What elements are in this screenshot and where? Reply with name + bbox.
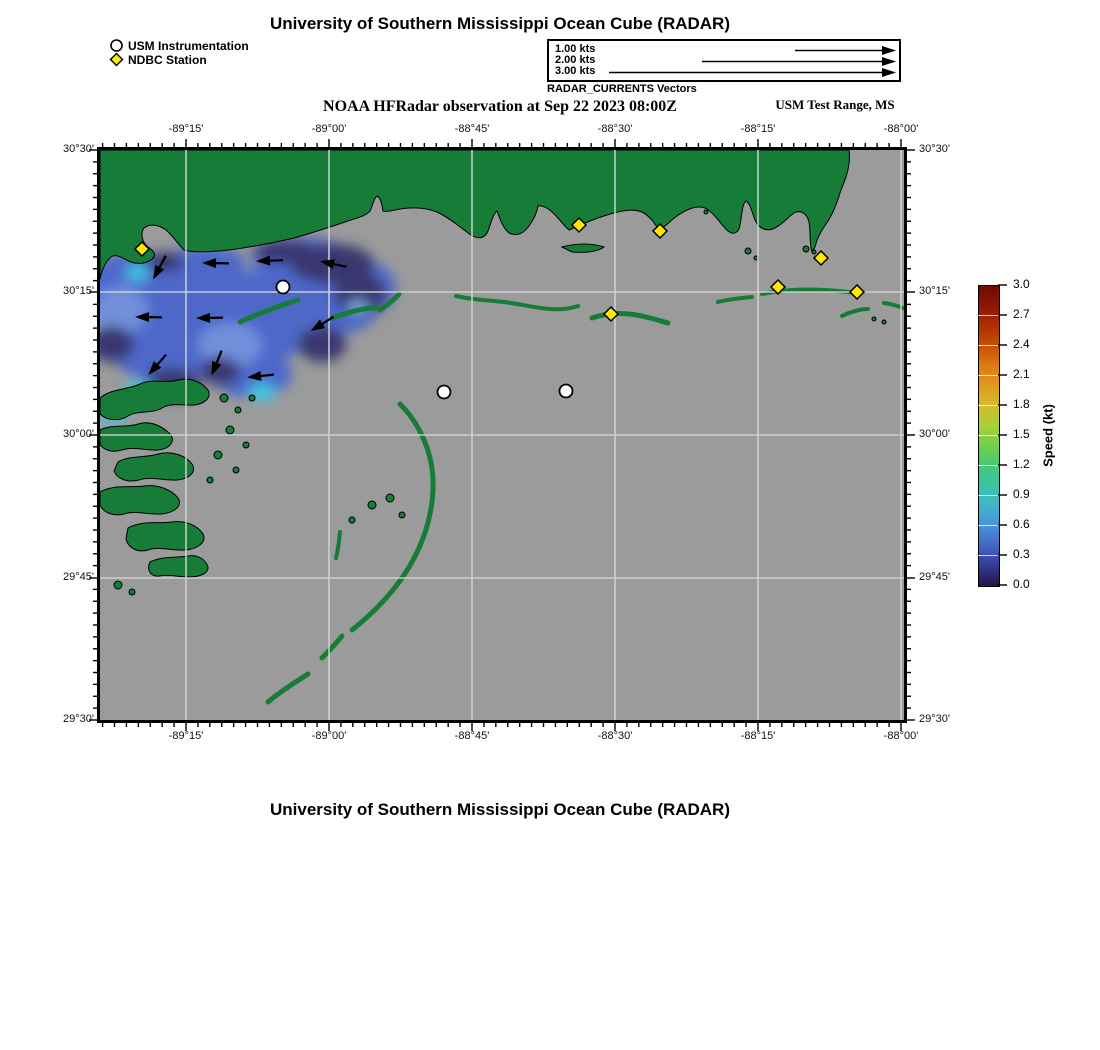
x-axis-tick-label-top: -88°15' (740, 123, 776, 135)
y-axis-tick-label-right: 29°30' (919, 713, 950, 725)
vector-scale-arrows (549, 41, 899, 80)
colorbar-tick-line (978, 345, 998, 346)
x-axis-tick-label-top: -88°45' (454, 123, 490, 135)
colorbar-tick-label: 1.5 (1013, 427, 1030, 441)
speed-blob (90, 326, 134, 362)
colorbar-tick-line (978, 495, 998, 496)
x-axis-tick-label-bottom: -88°30' (597, 730, 633, 742)
y-axis-tick-label-right: 29°45' (919, 571, 950, 583)
usm-instrument-marker (277, 281, 290, 294)
colorbar-tick-line (978, 435, 998, 436)
vector-scale-arrowhead (882, 68, 896, 77)
x-axis-tick-label-bottom: -88°00' (883, 730, 919, 742)
x-axis-tick-label-top: -89°00' (311, 123, 347, 135)
y-axis-tick-label-right: 30°00' (919, 428, 950, 440)
y-axis-tick-label-left: 30°30' (63, 143, 94, 155)
speed-blob (200, 357, 240, 385)
legend-ndbc-row (109, 52, 207, 67)
colorbar-tick-line (978, 405, 998, 406)
x-axis-tick-label-bottom: -89°15' (168, 730, 204, 742)
vector-scale-arrowhead (882, 46, 896, 55)
x-axis-tick-label-bottom: -88°45' (454, 730, 490, 742)
observation-subtitle: NOAA HFRadar observation at Sep 22 2023 08:00Z (323, 98, 677, 115)
x-axis-tick-label-top: -88°00' (883, 123, 919, 135)
x-axis-tick-label-bottom: -89°00' (311, 730, 347, 742)
bottom-title: University of Southern Mississippi Ocean Cube (RADAR) (269, 800, 730, 819)
colorbar-tick-label: 0.6 (1013, 517, 1030, 531)
figure-title: University of Southern Mississippi Ocean Cube (RADAR) (269, 14, 730, 33)
colorbar-tick-label: 0.0 (1013, 577, 1030, 591)
speed-blob (125, 265, 149, 281)
colorbar (978, 285, 1000, 587)
x-axis-tick-label-top: -89°15' (168, 123, 204, 135)
colorbar-tick-label: 3.0 (1013, 277, 1030, 291)
vector-legend-box (547, 39, 901, 82)
y-axis-tick-label-left: 29°30' (63, 713, 94, 725)
speed-blob (92, 286, 148, 334)
vector-scale-label-3: 3.00 kts (555, 65, 596, 77)
colorbar-tick-label: 2.7 (1013, 307, 1030, 321)
y-axis-tick-label-right: 30°15' (919, 285, 950, 297)
vector-scale-label-1: 1.00 kts (555, 43, 596, 55)
vector-legend-caption: RADAR_CURRENTS Vectors (547, 83, 697, 95)
vector-scale-label-2: 2.00 kts (555, 54, 596, 66)
vector-scale-arrowhead (882, 57, 896, 66)
circle-marker-icon (109, 38, 124, 53)
usm-instrument-marker (438, 386, 451, 399)
diamond-marker-icon (109, 52, 124, 67)
y-axis-tick-label-left: 29°45' (63, 571, 94, 583)
legend-usm-label: USM Instrumentation (128, 38, 249, 53)
usm-instrument-marker (560, 385, 573, 398)
x-axis-tick-label-bottom: -88°15' (740, 730, 776, 742)
colorbar-tick-label: 2.4 (1013, 337, 1030, 351)
colorbar-ticks (998, 280, 1012, 590)
range-label: USM Test Range, MS (775, 97, 895, 112)
colorbar-tick-line (978, 555, 998, 556)
colorbar-tick-label: 1.2 (1013, 457, 1030, 471)
colorbar-axis-label: Speed (kt) (1040, 404, 1056, 467)
y-axis-tick-label-left: 30°15' (63, 285, 94, 297)
colorbar-tick-line (978, 315, 998, 316)
colorbar-tick-label: 2.1 (1013, 367, 1030, 381)
colorbar-tick-label: 0.3 (1013, 547, 1030, 561)
colorbar-tick-label: 0.9 (1013, 487, 1030, 501)
colorbar-tick-line (978, 465, 998, 466)
colorbar-tick-line (978, 525, 998, 526)
colorbar-tick-line (978, 375, 998, 376)
speed-blob (298, 326, 346, 362)
y-axis-tick-label-right: 30°30' (919, 143, 950, 155)
x-axis-tick-label-top: -88°30' (597, 123, 633, 135)
legend-usm-row (109, 38, 249, 53)
map-canvas (78, 127, 928, 745)
legend-ndbc-label: NDBC Station (128, 52, 207, 67)
y-axis-tick-label-left: 30°00' (63, 428, 94, 440)
colorbar-tick-label: 1.8 (1013, 397, 1030, 411)
